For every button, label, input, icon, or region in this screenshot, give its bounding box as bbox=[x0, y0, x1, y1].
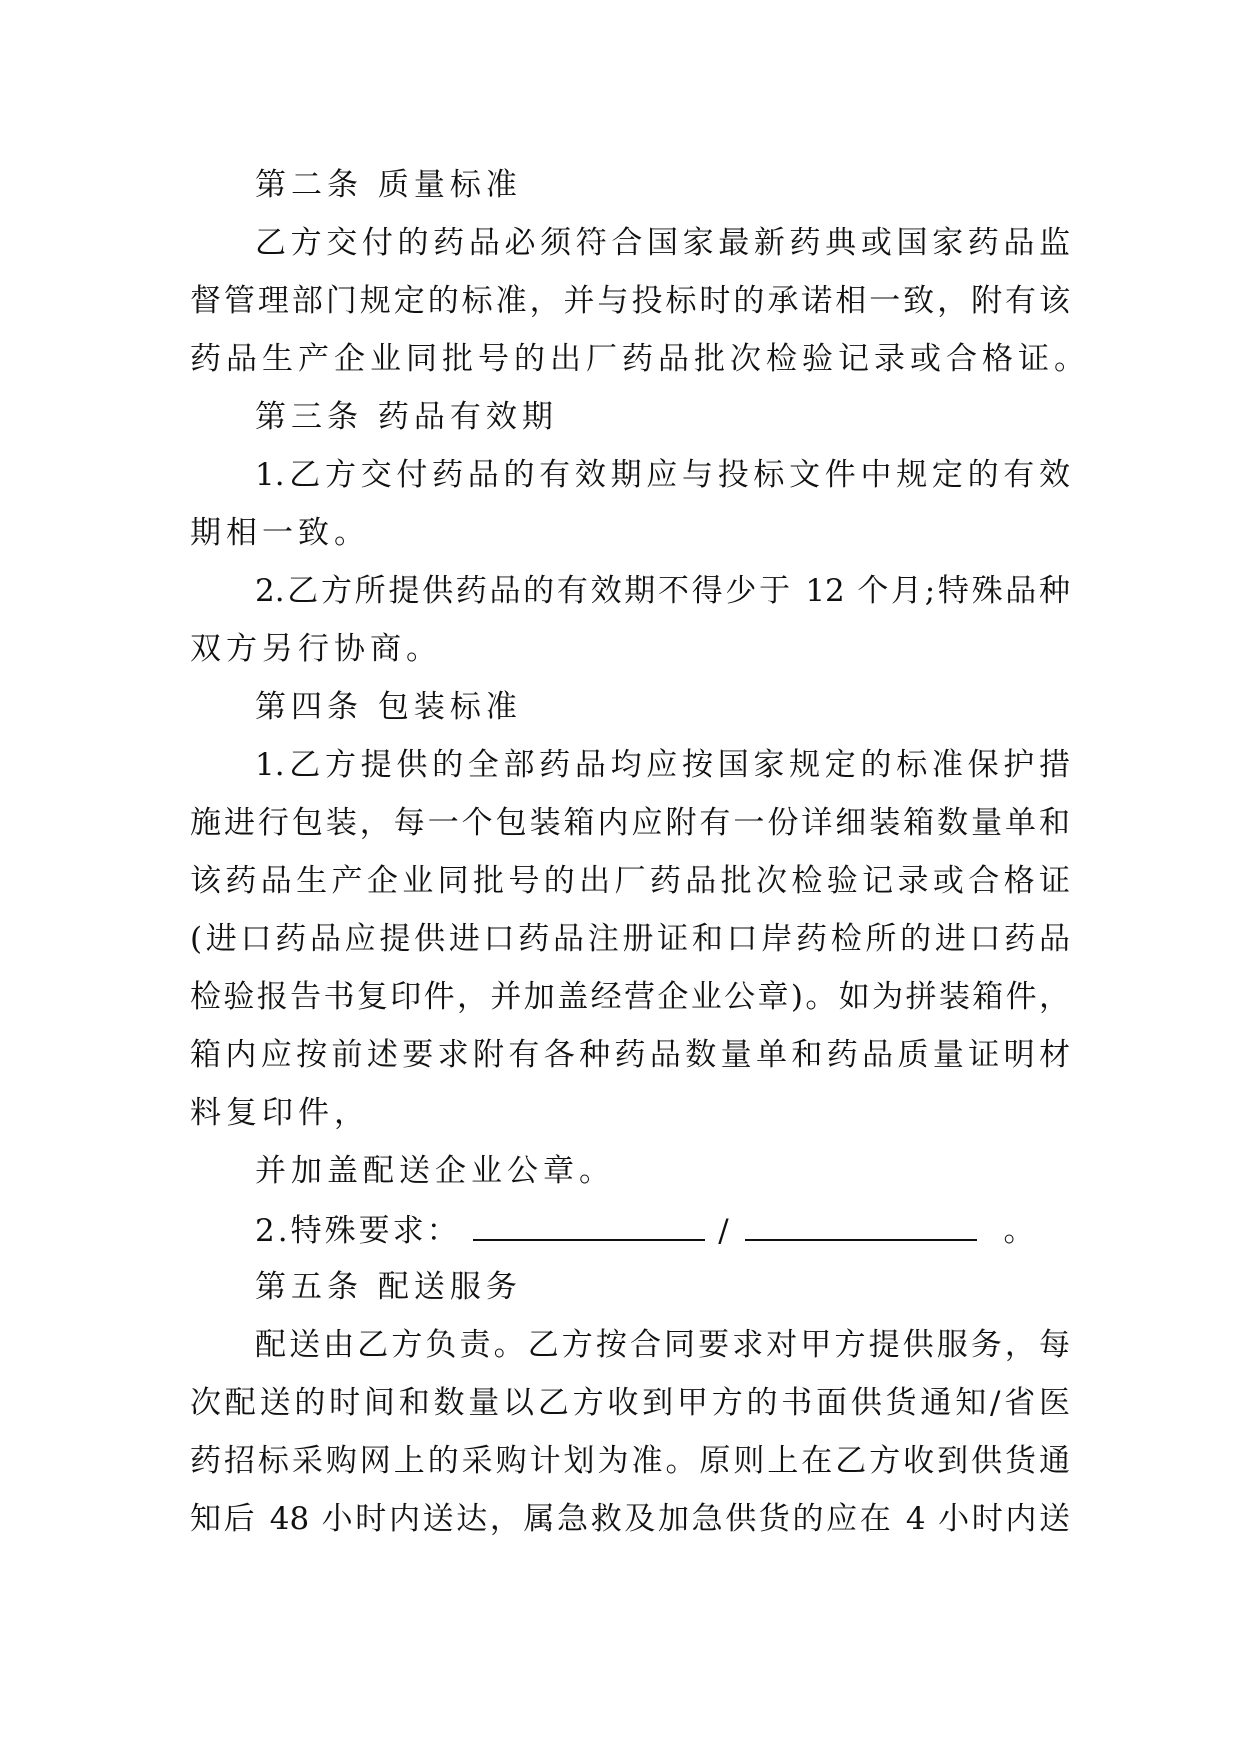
article-3-item-2-line-2: 双方另行协商。 bbox=[190, 631, 442, 667]
article-4-heading: 第四条 包装标准 bbox=[255, 689, 522, 725]
article-4-item-2 bbox=[255, 1209, 1070, 1249]
article-4-item-1-line-1: 1.乙方提供的全部药品均应按国家规定的标准保护措 bbox=[255, 747, 1070, 783]
article-3-item-1-line-2: 期相一致。 bbox=[190, 515, 370, 551]
special-requirements-blank-2 bbox=[745, 1209, 977, 1241]
article-5-line-1: 配送由乙方负责。乙方按合同要求对甲方提供服务，每 bbox=[255, 1327, 1070, 1363]
article-4-item-1-line-2: 施进行包装，每一个包装箱内应附有一份详细装箱数量单和 bbox=[190, 805, 1070, 841]
special-requirements-blank-1 bbox=[473, 1209, 705, 1241]
special-requirements-end: 。 bbox=[1003, 1213, 1038, 1249]
special-requirements-label: 2.特殊要求： bbox=[255, 1213, 461, 1249]
article-4-item-1-line-5: 检验报告书复印件，并加盖经营企业公章)。如为拼装箱件， bbox=[190, 979, 1070, 1015]
article-2-line-1: 乙方交付的药品必须符合国家最新药典或国家药品监 bbox=[255, 225, 1070, 261]
article-4-item-1-line-3: 该药品生产企业同批号的出厂药品批次检验记录或合格证 bbox=[190, 863, 1070, 899]
article-4-item-1-line-4: (进口药品应提供进口药品注册证和口岸药检所的进口药品 bbox=[190, 921, 1070, 957]
article-3-item-2-line-1: 2.乙方所提供药品的有效期不得少于 12 个月;特殊品种 bbox=[255, 573, 1070, 609]
article-5-line-4: 知后 48 小时内送达，属急救及加急供货的应在 4 小时内送 bbox=[190, 1501, 1070, 1537]
article-4-item-1-line-7: 料复印件， bbox=[190, 1095, 370, 1131]
article-4-item-1-continuation: 并加盖配送企业公章。 bbox=[255, 1153, 615, 1189]
article-5-heading: 第五条 配送服务 bbox=[255, 1269, 522, 1305]
article-3-heading: 第三条 药品有效期 bbox=[255, 399, 558, 435]
article-5-line-2: 次配送的时间和数量以乙方收到甲方的书面供货通知/省医 bbox=[190, 1385, 1070, 1421]
article-4-item-1-line-6: 箱内应按前述要求附有各种药品数量单和药品质量证明材 bbox=[190, 1037, 1070, 1073]
special-requirements-separator: / bbox=[718, 1213, 732, 1249]
article-2-line-2: 督管理部门规定的标准，并与投标时的承诺相一致，附有该 bbox=[190, 283, 1070, 319]
article-3-item-1-line-1: 1.乙方交付药品的有效期应与投标文件中规定的有效 bbox=[255, 457, 1070, 493]
article-2-heading: 第二条 质量标准 bbox=[255, 167, 522, 203]
article-5-line-3: 药招标采购网上的采购计划为准。原则上在乙方收到供货通 bbox=[190, 1443, 1070, 1479]
article-2-line-3: 药品生产企业同批号的出厂药品批次检验记录或合格证。 bbox=[190, 341, 1090, 377]
